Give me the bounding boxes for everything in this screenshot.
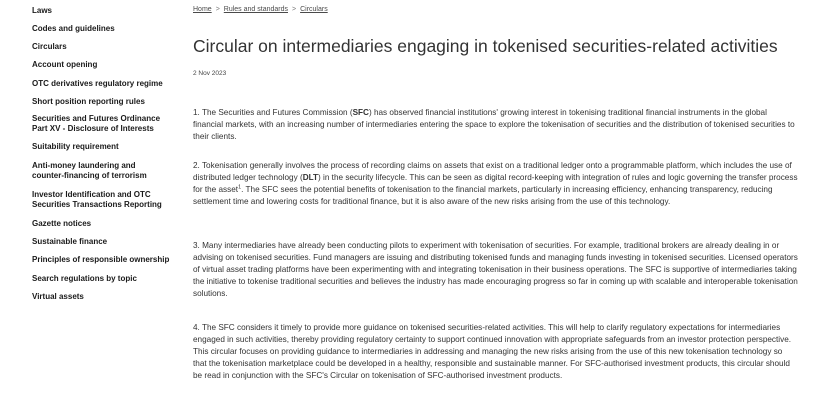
breadcrumb-circulars[interactable]: Circulars [300, 6, 328, 13]
sidebar-item-short-position-reporting[interactable]: Short position reporting rules [32, 97, 145, 106]
breadcrumb [193, 6, 328, 13]
paragraph-1 [193, 107, 798, 143]
sidebar-item-otc-derivatives[interactable]: OTC derivatives regulatory regime [32, 79, 163, 88]
sidebar-item-codes-and-guidelines[interactable]: Codes and guidelines [32, 24, 115, 33]
breadcrumb-home[interactable]: Home [193, 6, 212, 13]
sidebar-item-account-opening[interactable]: Account opening [32, 60, 98, 69]
breadcrumb-separator: > [292, 6, 297, 13]
sidebar-item-sustainable-finance[interactable]: Sustainable finance [32, 237, 108, 246]
paragraph-1-term: SFC [352, 108, 369, 117]
paragraph-2-text-a: 2. Tokenisation generally involves the process of recording claims on assets that exist on a traditional ledger onto a programmable platform, which includes the use of distributed ledger technology ( [193, 161, 792, 182]
paragraph-1-text-a: 1. The Securities and Futures Commission ( [193, 108, 353, 117]
page-title: Circular on intermediaries engaging in tokenised securities-related activities [193, 36, 778, 56]
paragraph-2-text-d: . The SFC sees the potential benefits of tokenisation to the financial markets, particularly in increasing efficiency, enhancing transparency, reducing settlement time and lowering costs for traditional finance, but it is also aware of the new risks arising from the use of this technology. [193, 185, 773, 206]
paragraph-1-text-c: ) has observed financial institutions' growing interest in tokenising traditional financial instruments in the global financial markets, with an increasing number of intermediaries entering the space to explore the tokenisation of securities and the distribution of tokenised securities to their clients. [193, 108, 795, 141]
paragraph-3: 3. Many intermediaries have already been conducting pilots to experiment with tokenisation of securities. For example, traditional brokers are already dealing in or advising on tokenised securities. Fund managers are issuing and distributing tokenised funds and managing funds investing in tokenised securities. Licensed operators of virtual asset trading platforms have been experimenting with and integrating tokenisation in their business operations. The SFC is supportive of intermediaries taking the initiative to tokenise traditional securities and believes the industry has made encouraging progress so far in coming up with scalable and interoperable tokenisation solutions. [193, 241, 798, 298]
sidebar-item-gazette-notices[interactable]: Gazette notices [32, 219, 92, 228]
publish-date: 2 Nov 2023 [193, 70, 227, 77]
sidebar-item-laws[interactable]: Laws [32, 6, 53, 15]
sidebar-item-aml-cft[interactable]: Anti-money laundering and counter-financing of terrorism [32, 161, 147, 180]
sidebar-item-circulars[interactable]: Circulars [32, 42, 67, 51]
sidebar-item-responsible-ownership[interactable]: Principles of responsible ownership [32, 255, 170, 264]
paragraph-4: 4. The SFC considers it timely to provide more guidance on tokenised securities-related activities. This will help to clarify regulatory expectations for intermediaries engaged in such activities, thereby providing regulatory certainty to support continued innovation with appropriate safeguards from an investor protection perspective. This circular focuses on providing guidance to intermediaries in addressing and managing the new risks arising from the use of this new tokenisation technology so that the tokenisation marketplace could be developed in a healthy, responsible and sustainable manner. For SFC-authorised investment products, this circular should be read in conjunction with the SFC's Circular on tokenisation of SFC-authorised investment products. [193, 323, 792, 380]
sidebar-item-virtual-assets[interactable]: Virtual assets [32, 292, 84, 301]
breadcrumb-separator: > [215, 6, 220, 13]
sidebar-item-sfo-part-xv[interactable]: Securities and Futures Ordinance Part XV - Disclosure of Interests [32, 114, 161, 133]
footnote-ref-1[interactable]: 1 [238, 184, 242, 191]
sidebar-item-search-by-topic[interactable]: Search regulations by topic [32, 274, 137, 283]
paragraph-2 [193, 160, 798, 208]
paragraph-2-text-c: ) in the security lifecycle. This can be seen as digital record-keeping with integration of rules and logic governing the transfer process for the asset [193, 173, 798, 194]
sidebar-item-investor-identification[interactable]: Investor Identification and OTC Securities Transactions Reporting [32, 190, 162, 209]
breadcrumb-rules-and-standards[interactable]: Rules and standards [223, 6, 288, 13]
paragraph-2-term: DLT [302, 173, 319, 182]
sidebar-item-suitability[interactable]: Suitability requirement [32, 142, 119, 151]
